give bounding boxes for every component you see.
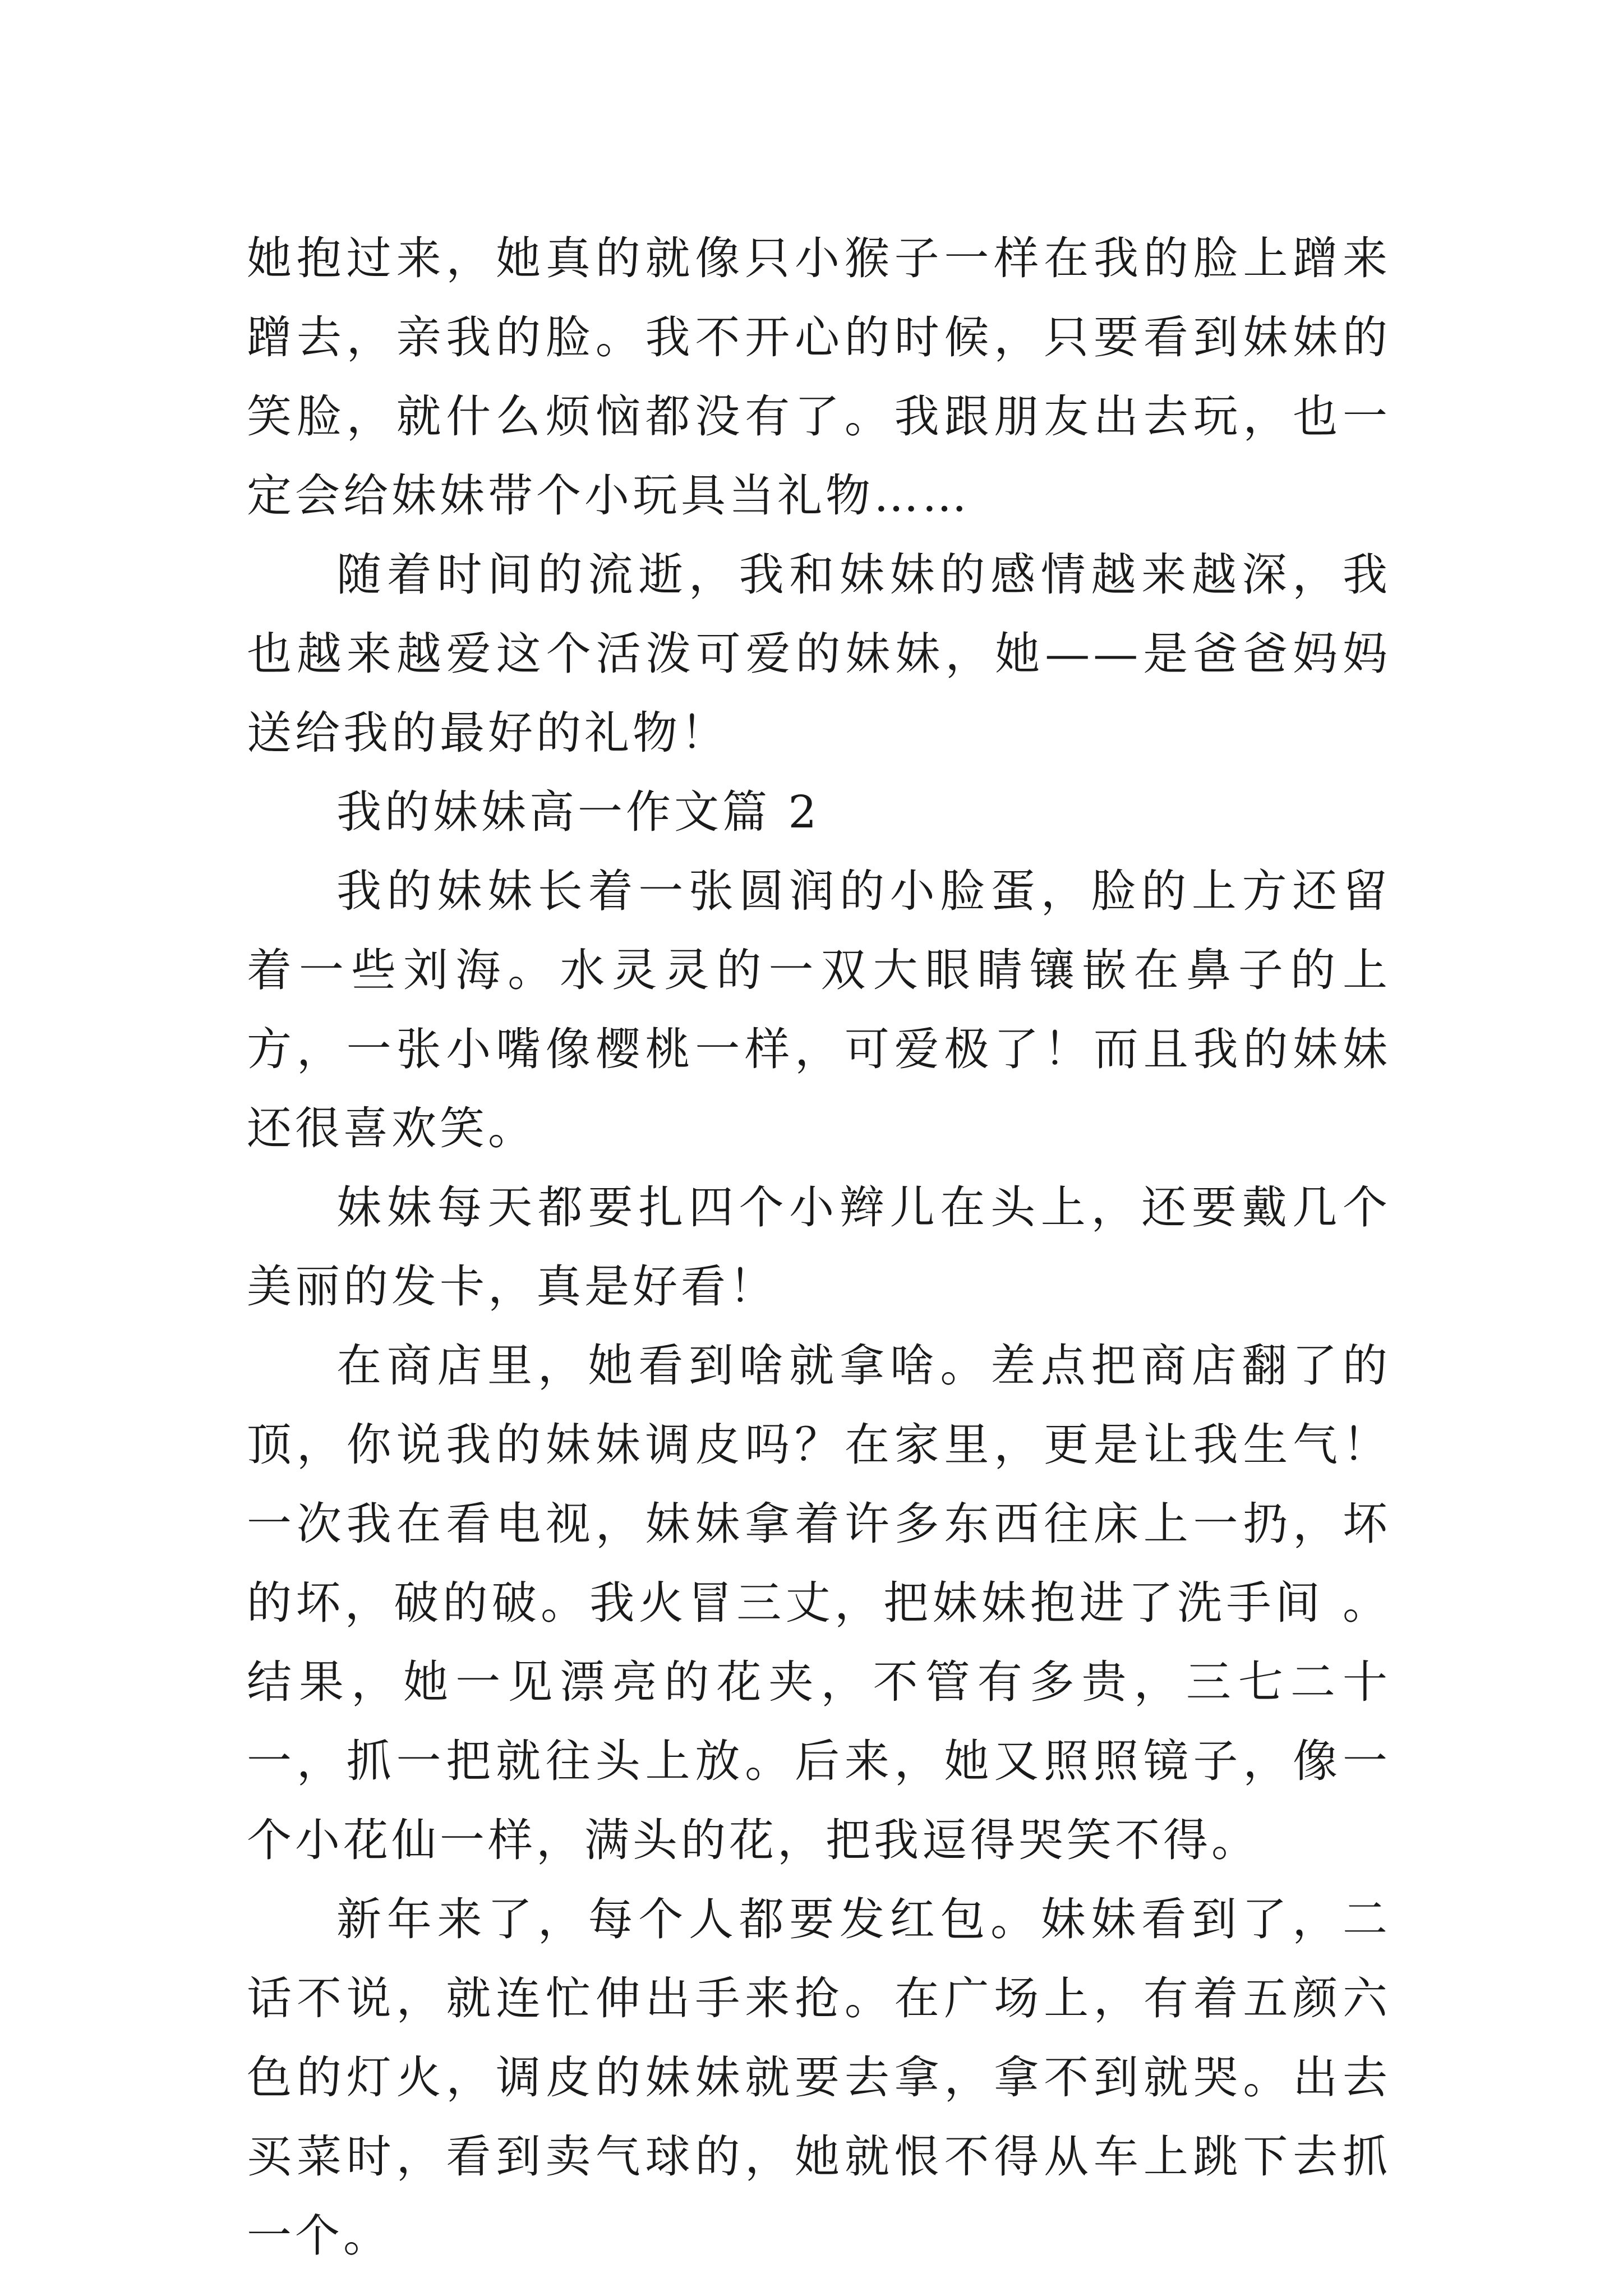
section-heading: 我的妹妹高一作文篇 2 [336, 786, 820, 838]
paragraph: 我的妹妹长着一张圆润的小脸蛋，脸的上方还留着一些刘海。水灵灵的一双大眼睛镶嵌在鼻子的上方，一张小嘴像樱桃一样，可爱极了！而且我的妹妹还很喜欢笑。 [247, 865, 1391, 1154]
paragraph: 新年来了，每个人都要发红包。妹妹看到了，二话不说，就连忙伸出手来抢。在广场上，有着五颜六色的灯火，调皮的妹妹就要去拿，拿不到就哭。出去买菜时，看到卖气球的，她就恨不得从车上跳下去抓一个。 [247, 1893, 1391, 2262]
paragraph: 随着时间的流逝，我和妹妹的感情越来越深，我也越来越爱这个活泼可爱的妹妹，她——是爸爸妈妈送给我的最好的礼物！ [247, 549, 1391, 759]
paragraph: 在商店里，她看到啥就拿啥。差点把商店翻了的顶，你说我的妹妹调皮吗？在家里，更是让我生气！一次我在看电视，妹妹拿着许多东西往床上一扔，坏的坏，破的破。我火冒三丈，把妹妹抱进了洗手间 。结果，她一见漂亮的花夹，不管有多贵，三七二十一，抓一把就往头上放。后来，她又照照镜子，像一个小花仙一样，满头的花，把我逗得哭笑不得。 [247, 1340, 1391, 1866]
paragraph: 妹妹每天都要扎四个小辫儿在头上，还要戴几个美丽的发卡，真是好看！ [247, 1181, 1391, 1313]
document-body [247, 219, 1391, 2275]
paragraph: 她抱过来，她真的就像只小猴子一样在我的脸上蹭来蹭去，亲我的脸。我不开心的时候，只要看到妹妹的笑脸，就什么烦恼都没有了。我跟朋友出去玩，也一定会给妹妹带个小玩具当礼物…… [247, 232, 1391, 522]
